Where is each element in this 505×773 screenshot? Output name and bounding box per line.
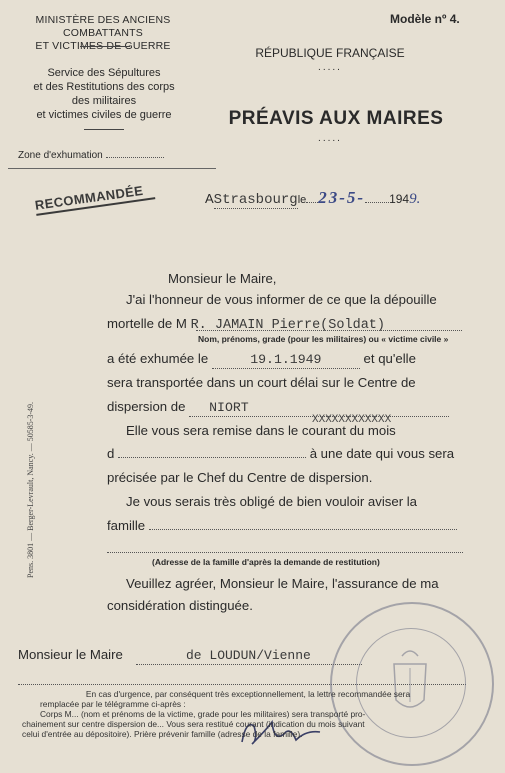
place-date-line [205,188,420,208]
addressee-field [136,646,362,665]
recommandee-text: RECOMMANDÉE [34,182,145,213]
service-line4: et victimes civiles de guerre [36,109,172,121]
name-caption: Nom, prénoms, grade (pour les militaires) ou « victime civile » [198,334,449,344]
addressee-label: Monsieur le Maire [18,647,123,662]
ministry-line2: ET VICTIMES DE GUERRE [35,40,171,52]
official-seal-stamp [330,602,494,766]
service-line2: et des Restitutions des corps [33,81,175,93]
service-line1: Service des Sépultures [47,67,161,79]
famille-label: famille [107,518,146,533]
famille-caption: (Adresse de la famille d'après la demande de restitution) [152,557,380,567]
famille-address-line [107,552,463,553]
service-rule [84,129,124,130]
footer-line1: En cas d'urgence, par conséquent très exceptionnellement, la lettre recommandée sera [85,689,411,699]
footer-line5: celui d'entrée au dépositoire). Prière prévenir famille (adresse de la famille). [22,729,303,739]
footer-line4: chainement sur centre dispersion de... Vous sera restitué courant (indication du mois suivant [22,719,365,729]
remise-strikeout: XXXXXXXXXXXX [312,414,392,426]
place-prefix: A [205,191,214,206]
closing-line2: considération distinguée. [107,598,253,613]
addressee-typed: de LOUDUN/Vienne [186,648,311,663]
date-handwritten: 23-5- [318,188,366,207]
name-field-line [196,330,462,331]
d-line [107,446,454,462]
closing-line1: Veuillez agréer, Monsieur le Maire, l'assurance de ma [126,576,439,591]
zone-label: Zone d'exhumation [18,150,103,161]
dispersion-prefix: dispersion de [107,399,186,414]
zone-field [106,157,164,158]
oblige-line: Je vous serais très obligé de bien vouloir aviser la [126,494,418,509]
footer-block [22,689,474,739]
service-line3: des militaires [71,95,137,107]
ministry-header [8,14,198,53]
printer-mark: Pens. 3801 — Berger-Levrault, Nancy. — 50585-3-49. [26,401,35,578]
footer-line3: Corps M... (nom et prénoms de la victime, grade pour les militaires) sera transporté pro- [40,709,366,719]
d-suffix: à une date qui vous sera [309,446,455,461]
paragraph1-line1: J'ai l'honneur de vous informer de ce que la dépouille [126,292,437,307]
addressee-line [18,647,123,663]
exhumed-prefix: a été exhumée le [107,351,209,366]
footer-line2: remplacée par le télégramme ci-après : [40,699,186,709]
document-title: PRÉAVIS AUX MAIRES [228,108,444,129]
place-connector: le [297,194,307,206]
paragraph2: sera transportée dans un court délai sur le Centre de [107,375,416,390]
name-prefix: mortelle de M [107,316,187,331]
header-rule [80,46,130,47]
d-prefix: d [107,446,115,461]
recommandee-stamp [34,181,155,216]
d-field [118,457,306,458]
header-divider [8,168,216,169]
deceased-name-typed: R. JAMAIN Pierre(Soldat) [190,318,385,333]
dispersion-place-typed: NIORT [189,400,449,417]
exhumed-suffix: et qu'elle [363,351,416,366]
precisee-line: précisée par le Chef du Centre de dispersion. [107,470,373,485]
remise-line: Elle vous sera remise dans le courant du mois [126,423,396,438]
dispersion-line [107,399,449,417]
place-typed: Strasbourg [213,192,298,208]
ministry-line1: MINISTÈRE DES ANCIENS COMBATTANTS [35,14,171,39]
exhumed-line [107,351,416,369]
exhumed-date-typed: 19.1.1949 [212,352,360,369]
year-printed: 194 [389,192,410,206]
salutation: Monsieur le Maire, [168,271,277,286]
zone-exhumation [18,150,164,161]
republic-label: RÉPUBLIQUE FRANÇAISE [255,46,405,60]
famille-field [149,529,457,530]
title-dots: ..... [318,133,342,144]
model-number: Modèle nº 4. [390,12,460,26]
republic-dots: ..... [318,62,342,73]
service-block [6,66,202,122]
year-handwritten: 9. [409,191,421,207]
famille-line [107,518,457,534]
deceased-name-line [107,316,385,334]
